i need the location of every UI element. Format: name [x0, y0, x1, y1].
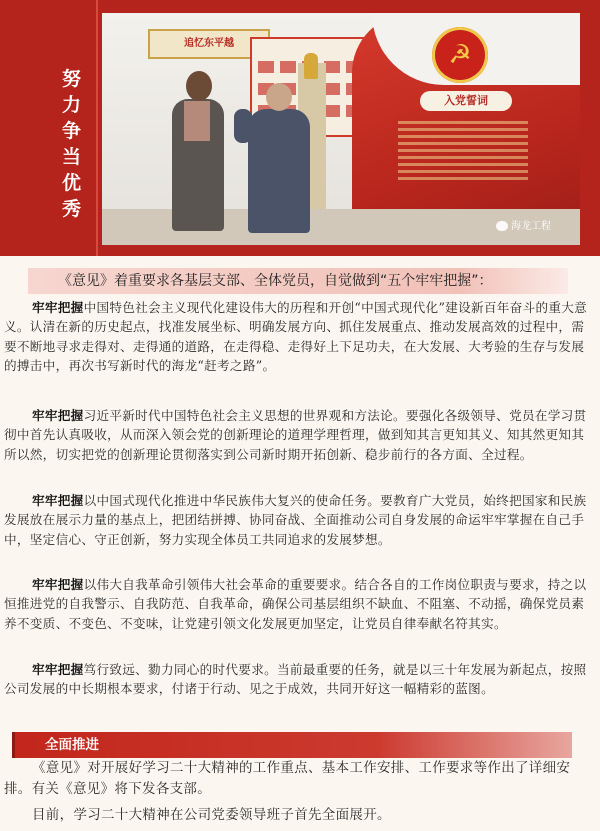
closing-paragraph-2 — [4, 805, 596, 826]
oath-text-block — [398, 117, 528, 185]
section-title: 全面推进 — [45, 737, 99, 753]
paragraph-4 — [4, 575, 596, 633]
trophy-icon — [304, 53, 318, 79]
photo-wall-banner-text: 追忆东平越 — [184, 38, 234, 49]
closing-paragraph-2-text: 目前，学习二十大精神在公司党委领导班子首先全面展开。 — [32, 807, 391, 823]
paragraph-1-key: 牢牢把握 — [32, 300, 84, 315]
wechat-icon — [496, 221, 508, 231]
paragraph-5-text: 笃行致远、勠力同心的时代要求。当前最重要的任务，就是以三十年发展为新起点，按照公司发展的中长期根本要求，付诸于行动、见之于成效，共同开好这一幅精彩的蓝图。 — [4, 662, 587, 697]
closing-paragraph-1 — [4, 758, 596, 800]
watermark — [496, 217, 551, 232]
photo-person-woman — [172, 71, 222, 231]
section-header — [12, 732, 572, 758]
hero-photo — [102, 13, 580, 245]
hero-vertical-title: 努力争当优秀 — [61, 68, 82, 220]
closing-paragraph-1-text: 《意见》对开展好学习二十大精神的工作重点、基本工作安排、工作要求等作出了详细安排。有关《意见》将下发各支部。 — [4, 760, 571, 797]
paragraph-2 — [4, 406, 596, 464]
hero-banner — [0, 0, 600, 256]
oath-title: 入党誓词 — [420, 91, 512, 111]
paragraph-4-text: 以伟大自我革命引领伟大社会革命的重要要求。结合各自的工作岗位职责与要求，持之以恒推进党的自我警示、自我防范、自我革命，确保公司基层组织不缺血、不阻塞、不动摇，确保党员素养不变质、不变色、不变味，让党建引领文化发展更加坚定，让党员自律奉献名符其实。 — [4, 577, 587, 631]
paragraph-5-key: 牢牢把握 — [32, 662, 84, 677]
paragraph-5 — [4, 660, 596, 699]
hero-divider — [96, 0, 98, 256]
paragraph-2-key: 牢牢把握 — [32, 408, 84, 423]
lead-banner: 《意见》着重要求各基层支部、全体党员，自觉做到“五个牢牢把握”： — [28, 268, 568, 294]
paragraph-1-text: 中国特色社会主义现代化建设伟大的历程和开创“中国式现代化”建设新百年奋斗的重大意义。认清在新的历史起点，找准发展坐标、明确发展方向、抓住发展重点、推动发展高效的过程中，需要不断地寻求走得对、走得通的道路，在走得稳、走得好上下足功夫，在大发展、大考验的生存与发展的搏击中，再次书写新时代的海龙“赶考之路”。 — [4, 300, 588, 374]
paragraph-1 — [4, 298, 596, 376]
party-emblem-icon: ☭ — [432, 27, 488, 83]
paragraph-4-key: 牢牢把握 — [32, 577, 84, 592]
paragraph-3 — [4, 491, 596, 549]
paragraph-3-text: 以中国式现代化推进中华民族伟大复兴的使命任务。要教育广大党员，始终把国家和民族发展放在展示力量的基点上，把团结拼搏、协同奋战、全面推动公司自身发展的命运牢牢掌握在自己手中，坚定信心、守正创新，努力实现全体员工共同追求的发展梦想。 — [4, 493, 587, 547]
watermark-text: 海龙工程 — [511, 221, 551, 232]
paragraph-3-key: 牢牢把握 — [32, 493, 84, 508]
article-body — [0, 256, 600, 831]
photo-person-man — [248, 83, 308, 233]
paragraph-2-text: 习近平新时代中国特色社会主义思想的世界观和方法论。要强化各级领导、党员在学习贯彻中首先认真吸收，从而深入领会党的创新理论的道理学理哲理，做到知其言更知其义、知其然更知其所以然，切实把党的创新理论贯彻落实到公司新时期开拓创新、稳步前行的各方面、全过程。 — [4, 408, 587, 462]
